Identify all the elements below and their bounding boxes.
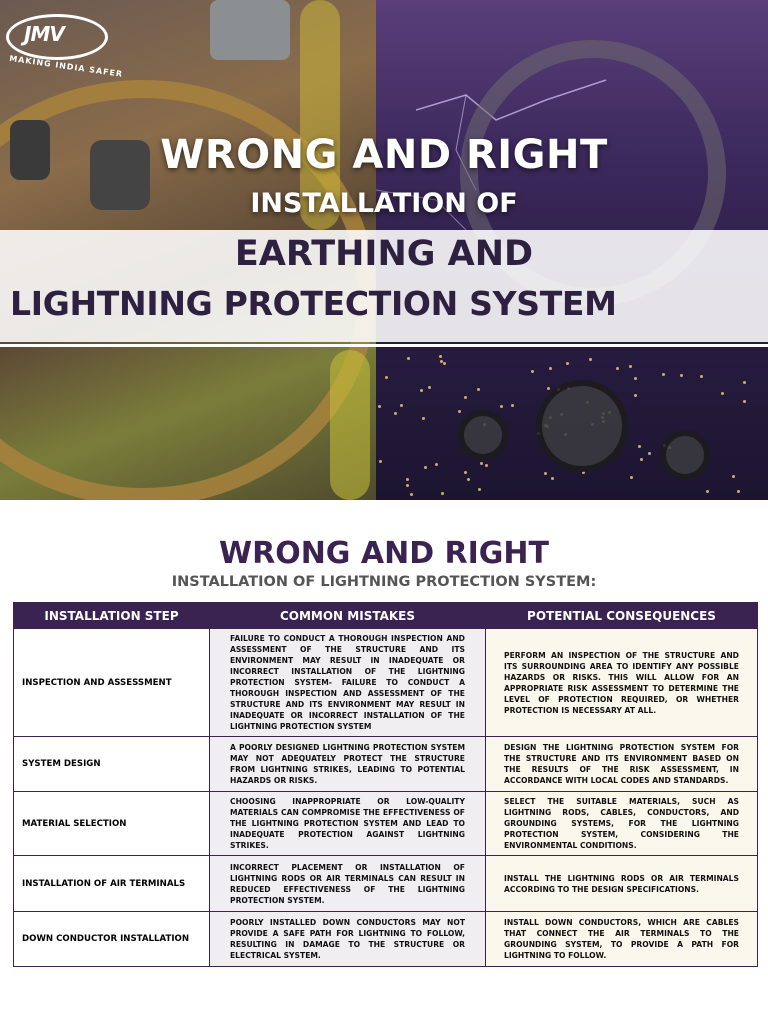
city-light-graphic (440, 360, 443, 363)
mistake-cell: FAILURE TO CONDUCT A THOROUGH INSPECTION AND ASSESSMENT OF THE STRUCTURE AND ITS ENVIRONMENT MAY RESULT IN INADEQUATE OR INCORRECT INSTALLATION OF THE LIGHTNING PROTECTION SYSTEM- FAILURE TO CONDUCT A THOROUGH INSPECTION AND ASSESSMENT OF THE STRUCTURE AND ITS ENVIRONMENT MAY RESULT IN INADEQUATE OR INCORRECT INSTALLATION OF THE LIGHTNING PROTECTION SYSTEM (210, 629, 486, 737)
wire-graphic (330, 350, 370, 500)
bolt-graphic (210, 0, 290, 60)
hero-divider (0, 344, 768, 347)
hero-title-line1: WRONG AND RIGHT (160, 132, 608, 178)
consequence-cell: PERFORM AN INSPECTION OF THE STRUCTURE AND ITS SURROUNDING AREA TO IDENTIFY ANY POSSIBLE HAZARDS OR RISKS. THIS WILL ALLOW FOR AN APPROPRIATE RISK ASSESSMENT TO DETERMINE THE LEVEL OF PROTECTION REQUIRED, OR WHETHER PROTECTION IS NECESSARY AT ALL. (486, 629, 758, 737)
installation-table (13, 602, 758, 967)
city-light-graphic (400, 404, 403, 407)
step-cell: INSPECTION AND ASSESSMENT (14, 629, 210, 737)
city-light-graphic (634, 394, 637, 397)
city-light-graphic (464, 396, 467, 399)
consequence-cell: INSTALL THE LIGHTNING RODS OR AIR TERMINALS ACCORDING TO THE DESIGN SPECIFICATIONS. (486, 856, 758, 912)
city-light-graphic (439, 355, 442, 358)
jmv-logo (6, 14, 124, 79)
city-light-graphic (458, 410, 461, 413)
city-light-graphic (478, 488, 481, 491)
mistake-cell: A POORLY DESIGNED LIGHTNING PROTECTION SYSTEM MAY NOT ADEQUATELY PROTECT THE STRUCTURE FROM LIGHTNING STRIKES, LEADING TO POTENTIAL HAZARDS OR RISKS. (210, 737, 486, 792)
city-light-graphic (480, 462, 483, 465)
city-light-graphic (500, 405, 503, 408)
city-light-graphic (477, 388, 480, 391)
city-light-graphic (551, 477, 554, 480)
city-light-graphic (406, 484, 409, 487)
header-common-mistakes: COMMON MISTAKES (210, 603, 486, 629)
logo-text: JMV (24, 22, 64, 46)
city-light-graphic (422, 417, 425, 420)
city-light-graphic (648, 452, 651, 455)
city-light-graphic (737, 490, 740, 493)
city-light-graphic (424, 466, 427, 469)
city-light-graphic (640, 458, 643, 461)
circle-graphic (536, 380, 628, 472)
logo-tagline: MAKING INDIA SAFER (8, 54, 124, 79)
consequence-cell: SELECT THE SUITABLE MATERIALS, SUCH AS LIGHTNING RODS, CABLES, CONDUCTORS, AND GROUNDING SYSTEMS, FOR THE LIGHTNING PROTECTION SYSTEM, CONSIDERING THE ENVIRONMENTAL CONDITIONS. (486, 792, 758, 856)
city-light-graphic (706, 490, 709, 493)
circle-graphic (660, 430, 710, 480)
section-subtitle: INSTALLATION OF LIGHTNING PROTECTION SYSTEM: (171, 574, 597, 590)
city-light-graphic (407, 357, 410, 360)
city-light-graphic (589, 358, 592, 361)
city-light-graphic (443, 362, 446, 365)
city-light-graphic (378, 405, 381, 408)
city-light-graphic (566, 362, 569, 365)
city-light-graphic (732, 475, 735, 478)
city-light-graphic (630, 476, 633, 479)
city-light-graphic (547, 387, 550, 390)
city-light-graphic (441, 492, 444, 495)
step-cell: SYSTEM DESIGN (14, 737, 210, 792)
city-light-graphic (464, 471, 467, 474)
table-row (14, 629, 758, 737)
city-light-graphic (385, 376, 388, 379)
table-row (14, 912, 758, 967)
city-light-graphic (662, 373, 665, 376)
mistake-cell: CHOOSING INAPPROPRIATE OR LOW-QUALITY MATERIALS CAN COMPROMISE THE EFFECTIVENESS OF THE LIGHTNING PROTECTION SYSTEM AND LEAD TO INADEQUATE PROTECTION AGAINST LIGHTNING STRIKES. (210, 792, 486, 856)
city-light-graphic (467, 478, 470, 481)
mistake-cell: INCORRECT PLACEMENT OR INSTALLATION OF LIGHTNING RODS OR AIR TERMINALS CAN RESULT IN REDUCED EFFECTIVENESS OF THE LIGHTNING PROTECTION SYSTEM. (210, 856, 486, 912)
city-light-graphic (485, 464, 488, 467)
hero-banner (0, 0, 768, 500)
table-row (14, 737, 758, 792)
city-light-graphic (638, 445, 641, 448)
city-light-graphic (531, 370, 534, 373)
header-installation-step: INSTALLATION STEP (14, 603, 210, 629)
city-light-graphic (616, 367, 619, 370)
city-light-graphic (544, 472, 547, 475)
city-light-graphic (511, 404, 514, 407)
city-light-graphic (410, 493, 413, 496)
step-cell: DOWN CONDUCTOR INSTALLATION (14, 912, 210, 967)
hero-title-line3: EARTHING AND (234, 234, 534, 274)
table-row (14, 792, 758, 856)
city-light-graphic (379, 460, 382, 463)
city-light-graphic (420, 389, 423, 392)
city-light-graphic (629, 365, 632, 368)
city-light-graphic (634, 377, 637, 380)
city-light-graphic (428, 386, 431, 389)
step-cell: MATERIAL SELECTION (14, 792, 210, 856)
consequence-cell: DESIGN THE LIGHTNING PROTECTION SYSTEM FOR THE STRUCTURE AND ITS ENVIRONMENT BASED ON THE RESULTS OF THE RISK ASSESSMENT, IN ACCORDANCE WITH LOCAL CODES AND STANDARDS. (486, 737, 758, 792)
city-light-graphic (549, 367, 552, 370)
city-light-graphic (406, 478, 409, 481)
city-light-graphic (680, 374, 683, 377)
city-light-graphic (700, 375, 703, 378)
hero-title-line2: INSTALLATION OF (250, 188, 518, 219)
city-light-graphic (394, 412, 397, 415)
step-cell: INSTALLATION OF AIR TERMINALS (14, 856, 210, 912)
mistake-cell: POORLY INSTALLED DOWN CONDUCTORS MAY NOT PROVIDE A SAFE PATH FOR LIGHTNING TO FOLLOW, RESULTING IN DAMAGE TO THE STRUCTURE OR ELECTRICAL SYSTEM. (210, 912, 486, 967)
circle-graphic (458, 410, 508, 460)
city-light-graphic (743, 381, 746, 384)
city-light-graphic (435, 463, 438, 466)
hero-title-line4: LIGHTNING PROTECTION SYSTEM (10, 284, 617, 323)
table-row (14, 856, 758, 912)
section-title: WRONG AND RIGHT (219, 536, 549, 571)
consequence-cell: INSTALL DOWN CONDUCTORS, WHICH ARE CABLES THAT CONNECT THE AIR TERMINALS TO THE GROUNDING SYSTEM, TO PROVIDE A PATH FOR LIGHTNING TO FOLLOW. (486, 912, 758, 967)
city-light-graphic (743, 400, 746, 403)
table-header-row (14, 603, 758, 629)
city-light-graphic (721, 392, 724, 395)
header-potential-consequences: POTENTIAL CONSEQUENCES (486, 603, 758, 629)
